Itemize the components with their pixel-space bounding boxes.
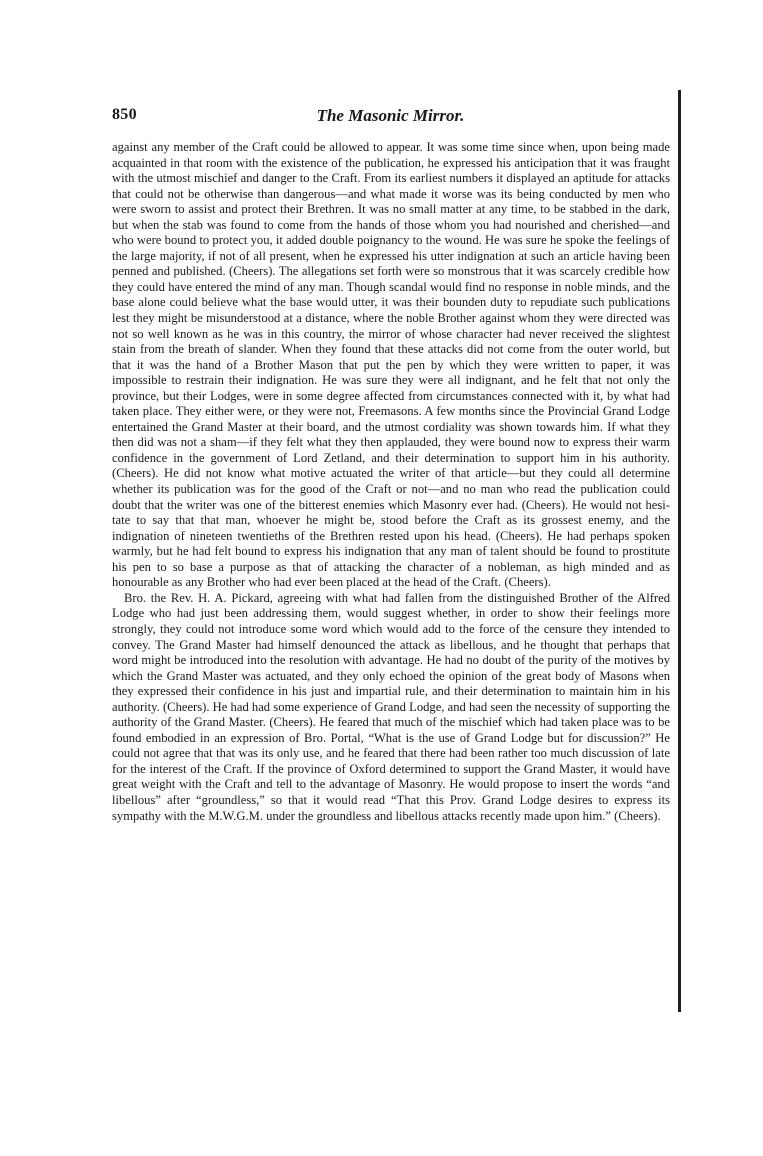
paragraph-continued: against any member of the Craft could be allowed to appear. It was some time since when, upon being made acquainted in that room with the existence of the publication, he expressed his anticipation that it was fraught with the utmost mischief and danger to the Craft. From its earliest numbers it displayed an aptitude for attacks that could not be otherwise than dangerous—and what made it worse was its being conducted by men who were sworn to assist and protect their Brethren. It was no small matter at any time, to be stabbed in the dark, but when the stab was found to come from the hands of those whom you had nourished and cherished—and who were bound to protect you, it added double poignancy to the wound. He was sure he spoke the feelings of the large majority, if not of all present, when he expressed his utter indignation at such an article having been penned and published. (Cheers). The allegations set forth were so monstrous that it was scarcely credible how they could have entered the mind of any man. Though scandal would find no response in noble minds, and the base alone could believe what the base would utter, it was their bounden duty to repudiate such publications lest they might be misunderstood at a distance, where the noble Brother against whom they were directed was not so well known as he was in this country, the mirror of whose character had never received the slightest stain from the breath of slander. When they found that these attacks did not come from the outer world, but that it was the hand of a Brother Mason that put the pen by which they were written to paper, it was impossible to restrain their indignation. He was sure they were all indignant, and he felt that not only the province, but their Lodges, were in some degree affected from circumstances connected with it, by what had taken place. They either were, or they were not, Freemasons. A few months since the Provincial Grand Lodge entertained the Grand Master at their board, and the utmost cordiality was shown towards him. If what they then did was not a sham—if they felt what they then applauded, they were bound now to express their warm confidence in the government of Lord Zetland, and their determination to support him in his authority. (Cheers). He did not know what motive actuated the writer of that article—but they could all determine whether its publication was for the good of the Craft or not—and no man who read the publication could doubt that the writer was one of the bitterest enemies which Masonry ever had. (Cheers). He would not hesitate to say that that man, whoever he might be, stood before the Craft as its grossest enemy, and the indignation of nineteen twentieths of the Brethren rested upon his head. (Cheers). He had perhaps spoken warmly, but he had felt bound to express his indignation that any man of talent should be found to prostitute his pen to so base a purpose as that of attacking the character of a nobleman, as high minded and as honourable as any Brother who had ever been placed at the head of the Craft. (Cheers). — [112, 140, 670, 590]
article-body — [112, 140, 670, 824]
paragraph-pickard-speech: Bro. the Rev. H. A. Pickard, agreeing with what had fallen from the distinguished Brother of the Alfred Lodge who had just been addressing them, would suggest whether, in order to show their feelings more strongly, they could not introduce some word which would add to the force of the censure they intended to convey. The Grand Master had himself denounced the attack as libellous, and he thought that perhaps that word might be introduced into the resolution with advantage. He had no doubt of the purity of the motives by which the Grand Master was actuated, and they only echoed the opinion of the great body of Masons when they expressed their confidence in his just and impartial rule, and their determination to maintain him in his authority. (Cheers). He had had some experience of Grand Lodge, and had seen the necessity of supporting the authority of the Grand Master. (Cheers). He feared that much of the mischief which had taken place was to be found embodied in an expression of Bro. Portal, “What is the use of Grand Lodge but for discussion?” He could not agree that that was its only use, and he feared that there had been rather too much discussion of late for the interest of the Craft. If the province of Oxford determined to support the Grand Master, it would have great weight with the Craft and tell to the advantage of Masonry. He would propose to insert the words “and libellous” after “groundless,” so that it would read “That this Prov. Grand Lodge desires to express its sympathy with the M.W.G.M. under the groundless and libellous attacks recently made upon him.” (Cheers). — [112, 590, 670, 823]
running-title: The Masonic Mirror. — [316, 106, 465, 125]
binding-edge-rule — [678, 90, 681, 1012]
page-header — [112, 106, 669, 130]
page-number: 850 — [112, 106, 137, 123]
